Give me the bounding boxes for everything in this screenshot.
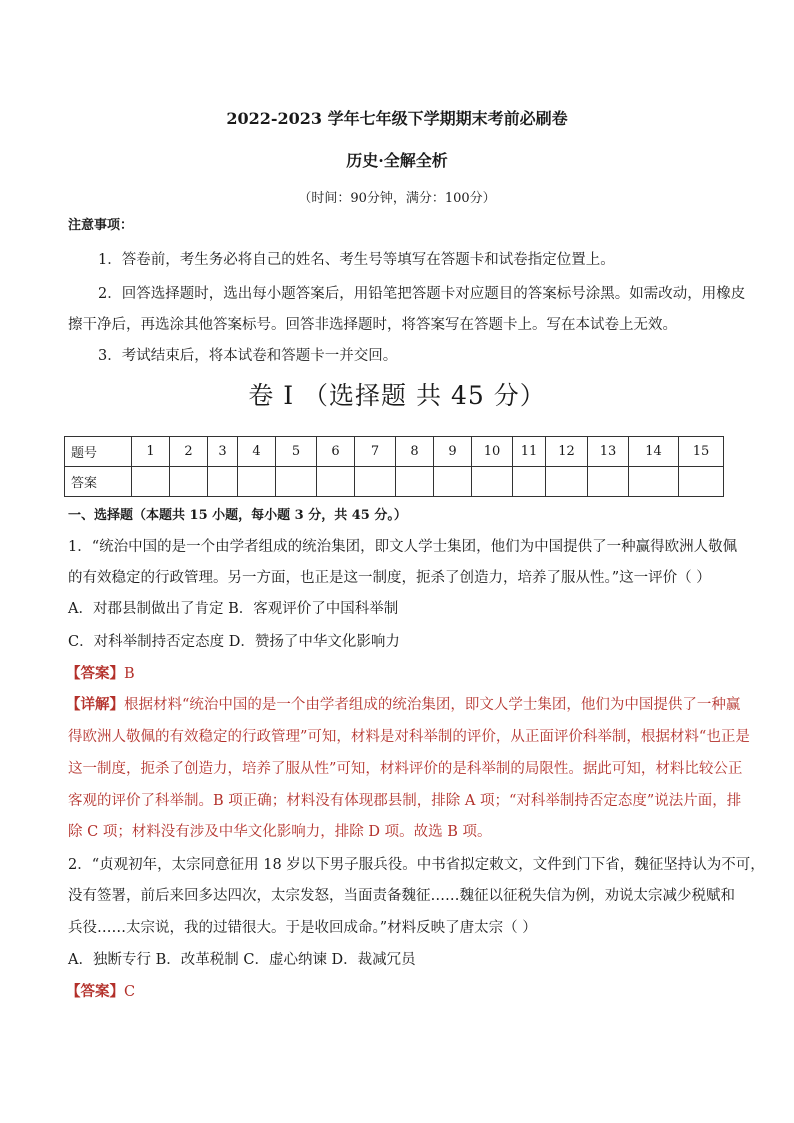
q1-stem-line-2: 的有效稳定的行政管理。另一方面，也正是这一制度，扼杀了创造力，培养了服从性。”这一评价（ ） xyxy=(68,570,711,586)
answer-cell[interactable] xyxy=(132,467,170,497)
q2-stem-line-2: 没有签署，前后来回多达四次，太宗发怒，当面责备魏征……魏征以征税失信为例，劝说太宗减少税赋和 xyxy=(68,888,735,904)
table-number-cell: 12 xyxy=(546,437,588,467)
table-number-cell: 9 xyxy=(434,437,472,467)
q1-options-cd: C．对科举制持否定态度 D．赞扬了中华文化影响力 xyxy=(68,634,400,650)
q2-stem-line-3: 兵役……太宗说，我的过错很大。于是收回成命。”材料反映了唐太宗（ ） xyxy=(68,920,537,936)
answer-cell[interactable] xyxy=(546,467,588,497)
answer-cell[interactable] xyxy=(396,467,434,497)
q1-detail-line-1 xyxy=(66,695,741,715)
notice-item-1: 1．答卷前，考生务必将自己的姓名、考生号等填写在答题卡和试卷指定位置上。 xyxy=(98,252,615,268)
answer-label: 【答案】 xyxy=(66,983,124,1000)
table-number-cell: 1 xyxy=(132,437,170,467)
q1-detail-line-2: 得欧洲人敬佩的有效稳定的行政管理”可知，材料是对科举制的评价，从正面评价科举制，根据材料“也正是 xyxy=(68,729,750,745)
answer-table xyxy=(64,436,724,497)
table-label-answer: 答案 xyxy=(65,467,132,497)
table-number-cell: 7 xyxy=(355,437,396,467)
table-number-cell: 14 xyxy=(629,437,679,467)
table-number-cell: 6 xyxy=(317,437,355,467)
page-subtitle: 历史·全解全析 xyxy=(346,151,448,170)
q2-options: A．独断专行 B．改革税制 C．虚心纳谏 D．裁减冗员 xyxy=(68,952,416,968)
detail-text: 根据材料“统治中国的是一个由学者组成的统治集团，即文人学士集团，他们为中国提供了一种赢 xyxy=(124,697,741,713)
table-number-cell: 8 xyxy=(396,437,434,467)
answer-cell[interactable] xyxy=(472,467,513,497)
table-number-cell: 5 xyxy=(276,437,317,467)
answer-cell[interactable] xyxy=(317,467,355,497)
table-number-cell: 13 xyxy=(588,437,629,467)
section-title: 卷 I （选择题 共 45 分） xyxy=(248,381,546,410)
answer-cell[interactable] xyxy=(513,467,546,497)
detail-label: 【详解】 xyxy=(66,696,124,713)
answer-cell[interactable] xyxy=(238,467,276,497)
notice-item-2-line-2: 擦干净后，再选涂其他答案标号。回答非选择题时，将答案写在答题卡上。写在本试卷上无效。 xyxy=(68,317,677,333)
q2-stem-line-1: 2．“贞观初年，太宗同意征用 18 岁以下男子服兵役。中书省拟定敕文，文件到门下省，魏征坚持认为不可， xyxy=(68,857,765,873)
table-number-cell: 11 xyxy=(513,437,546,467)
q1-stem-line-1: 1．“统治中国的是一个由学者组成的统治集团，即文人学士集团，他们为中国提供了一种赢得欧洲人敬佩 xyxy=(68,539,738,555)
table-number-cell: 2 xyxy=(170,437,208,467)
q1-detail-line-3: 这一制度，扼杀了创造力，培养了服从性”可知，材料评价的是科举制的局限性。据此可知，材料比较公正 xyxy=(68,761,743,777)
notice-item-3: 3．考试结束后，将本试卷和答题卡一并交回。 xyxy=(98,348,398,364)
answer-cell[interactable] xyxy=(629,467,679,497)
time-info: （时间：90分钟，满分：100分） xyxy=(298,191,496,206)
notice-item-2-line-1: 2．回答选择题时，选出每小题答案后，用铅笔把答题卡对应题目的答案标号涂黑。如需改动，用橡皮 xyxy=(98,286,746,302)
answer-cell[interactable] xyxy=(355,467,396,497)
table-number-cell: 4 xyxy=(238,437,276,467)
answer-table-answer-row xyxy=(65,467,724,497)
answer-cell[interactable] xyxy=(276,467,317,497)
table-label-number: 题号 xyxy=(65,437,132,467)
answer-cell[interactable] xyxy=(434,467,472,497)
table-number-cell: 15 xyxy=(679,437,724,467)
notice-heading: 注意事项： xyxy=(68,218,134,233)
answer-cell[interactable] xyxy=(588,467,629,497)
q1-detail-line-4: 客观的评价了科举制。B 项正确；材料没有体现郡县制，排除 A 项；“对科举制持否定态度”说法片面，排 xyxy=(68,793,742,809)
table-number-cell: 10 xyxy=(472,437,513,467)
q1-options-ab: A．对郡县制做出了肯定 B．客观评价了中国科举制 xyxy=(68,601,399,617)
answer-cell[interactable] xyxy=(679,467,724,497)
page-title: 2022-2023 学年七年级下学期期末考前必刷卷 xyxy=(226,109,568,128)
answer-table-number-row xyxy=(65,437,724,467)
table-number-cell: 3 xyxy=(208,437,238,467)
answer-value: B xyxy=(124,666,135,682)
q1-answer xyxy=(66,664,726,684)
answer-value: C xyxy=(124,984,136,1000)
answer-label: 【答案】 xyxy=(66,665,124,682)
answer-cell[interactable] xyxy=(208,467,238,497)
part-heading: 一、选择题（本题共 15 小题，每小题 3 分，共 45 分。） xyxy=(68,508,407,523)
q1-detail-line-5: 除 C 项；材料没有涉及中华文化影响力，排除 D 项。故选 B 项。 xyxy=(68,824,492,840)
q2-answer xyxy=(66,982,726,1002)
answer-cell[interactable] xyxy=(170,467,208,497)
